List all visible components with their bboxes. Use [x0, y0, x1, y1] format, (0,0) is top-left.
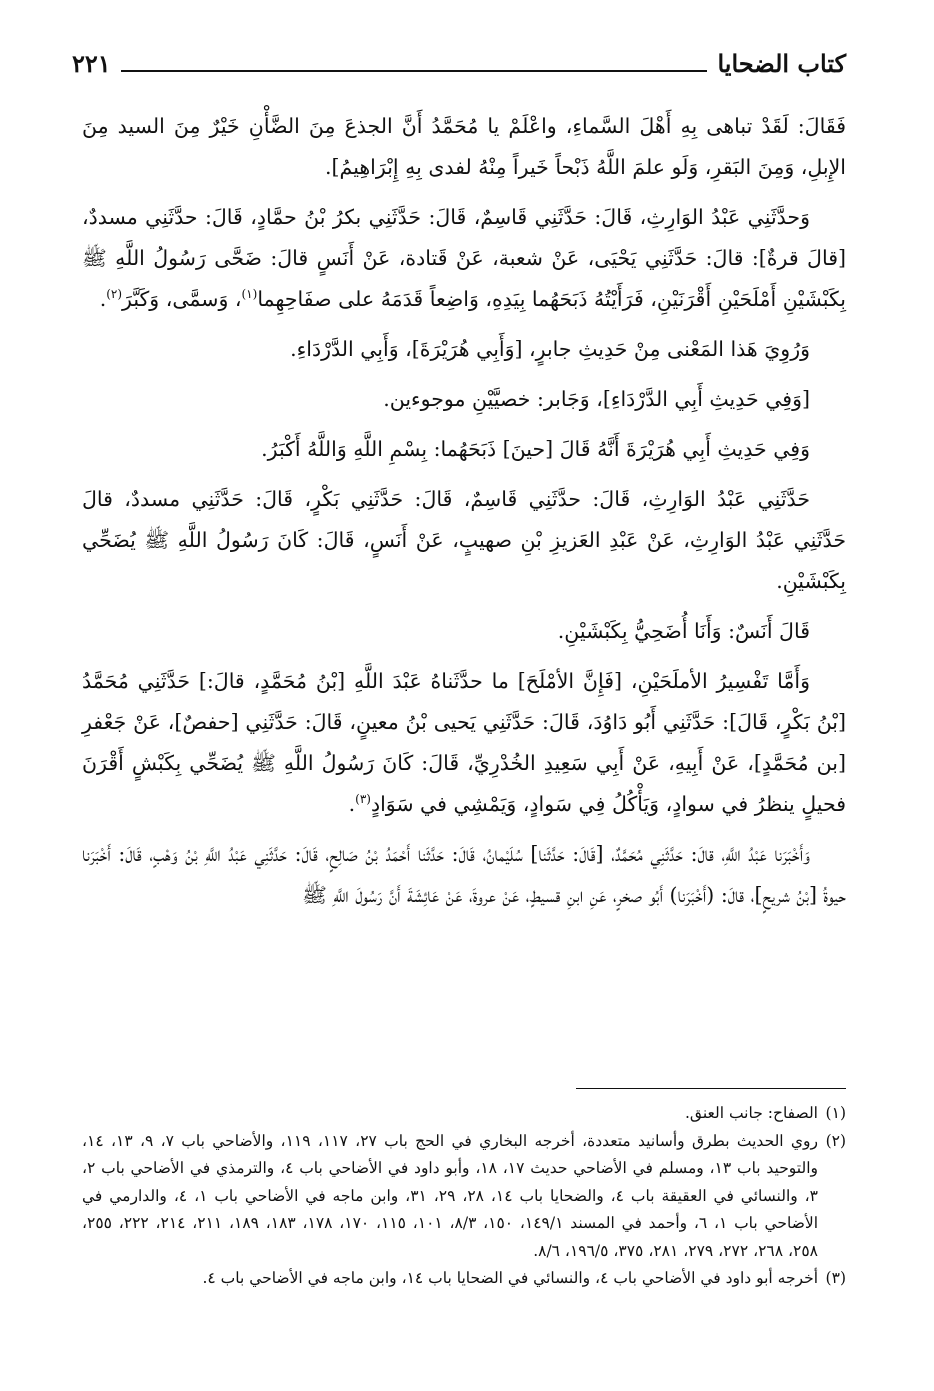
paragraph [82, 379, 846, 420]
paragraph-text: وَحدَّثَنِي عَبْدُ الوَارِثِ، قَالَ: حَدَّثَنِي قَاسِمٌ، قَالَ: حَدَّثَنِي بكرُ بْنُ حمَّادٍ، قَالَ: حدَّثَنِي مسددٌ، [قالَ قرةٌ]: قالَ: حَدَّثَنِي يَحْيَى، عَنْ شعبة، عَنْ قَتادة، عَنْ أَنَسٍ قالَ: ضَحَّى رَسُولُ اللَّهِ ﷺ بِكَبْشَيْنِ أَمْلَحَيْنِ أَقْرَنَيْنِ، فَرَأَيْتُهُ ذَبَحَهُما بِيَدِهِ، وَاضِعاً قَدَمَهُ على صفَاحِهِما [82, 205, 846, 311]
paragraph-text: وَأَمَّا تَفْسِيرُ الأملَحَيْنِ، [فَإِنَّ الأمْلَحَ] ما حدَّثَناهُ عَبْدَ اللَّهِ [بْنُ مُحَمَّدٍ، قالَ:] حَدَّثَنِي مُحَمَّدُ [بْنُ بَكْرٍ، قَالَ]: حَدَّثَنِي أَبُو دَاوُدَ، قَالَ: حَدَّثَنِي يَحيى بْنُ معينٍ، قَالَ: حَدَّثَنِي [حفصٌ]، عَنْ جَعْفرِ [بن مُحَمَّدٍ]، عَنْ أَبِيهِ، عَنْ أَبِي سَعِيدِ الخُدْرِيِّ، قَالَ: كَانَ رَسُولُ اللَّهِ ﷺ يُضَحِّي بِكَبْشٍ أَقْرَنَ فحيلٍ ينظرُ في سوادٍ، وَيَأْكُلُ فِي سَوادٍ، وَيَمْشِي في سَوَادٍ [82, 669, 846, 816]
paragraph-text: [وَفِي حَدِيثِ أَبِي الدَّرْدَاءِ]، وَجَابر: خصيَّيْنِ موجوءين. [383, 387, 810, 411]
paragraph-text: ، وَسمَّى، وَكَبَّرَ [122, 287, 242, 311]
footnote [82, 1128, 846, 1266]
footnote-number: (١) [825, 1104, 846, 1122]
paragraph-text: وَأَخْبَرَنا عَبْدُ اللَّهِ، قالَ: حَدَّثَنِي مُحَمَّدٌ، [قَالَ: حَدَّثَنا] سُلَيْمانُ، قَالَ: حَدَّثَنا أَحْمَدُ بْنُ صَالِحٍ، قَالَ: حَدَّثَنِي عَبْدُ اللَّهِ بْنُ وَهْبٍ، قَالَ: أَخْبَرَنا حيوةُ [بْنُ شريحٍ]، قالَ: (أَخْبَرَنا) أَبُو صخرٍ، عَنِ ابنِ قسيطٍ، عَنْ عروةَ، عَنْ عَائِشَةَ أَنَّ رَسُولَ اللَّهِ ﷺ [82, 842, 846, 907]
paragraph [82, 479, 846, 602]
paragraph [82, 329, 846, 370]
paragraph-text: قَالَ أَنَسٌ: وَأَنَا أُضَحِيُّ بِكَبْشَيْنِ. [557, 619, 810, 643]
footnote-text: الصفاح: جانب العنق. [685, 1104, 818, 1122]
paragraph-text: . [348, 792, 356, 816]
header-rule [121, 70, 708, 72]
paragraph-text: . [99, 287, 107, 311]
paragraph [82, 834, 846, 916]
footnotes [82, 1100, 846, 1293]
footnote-ref: (٢) [106, 287, 123, 302]
footnote-text: أخرجه أبو داود في الأضاحي باب ٤، والنسائي في الضحايا باب ١٤، وابن ماجه في الأضاحي باب ٤. [202, 1269, 818, 1287]
footnote [82, 1265, 846, 1293]
footnote-ref: (٣) [355, 792, 371, 807]
page-number: ٢٢١ [72, 49, 111, 78]
paragraph [82, 661, 846, 825]
footnote-number: (٢) [825, 1131, 847, 1150]
footnote-ref: (١) [241, 287, 258, 302]
main-text [82, 106, 846, 925]
paragraph-text: وَفِي حَدِيثِ أَبِي هُرَيْرَةَ أَنَّهُ قَالَ [حينَ] ذَبَحَهُما: بِسْمِ اللَّهِ وَاللَّهُ أَكْبَرُ. [261, 437, 810, 461]
paragraph-text: فَقَالَ: لَقَدْ تباهى بِهِ أَهْلَ السَّماءِ، واعْلَمْ يا مُحَمَّدُ أَنَّ الجذعَ مِنَ الضَّأْنِ خَيْرٌ مِنَ السيد مِنَ الإِبلِ، وَمِنَ البَقرِ، وَلَو علمَ اللَّهُ ذَبْحاً خَيراً مِنْهُ لفدى بِهِ إِبْرَاهِيمُ]. [82, 114, 846, 179]
paragraph [82, 611, 846, 652]
running-header [72, 36, 846, 76]
footnote-number: (٣) [825, 1269, 846, 1287]
footnote [82, 1100, 846, 1128]
chapter-title: كتاب الضحايا [717, 49, 846, 78]
paragraph [82, 106, 846, 188]
footnote-text: روي الحديث بطرق وأسانيد متعددة، أخرجه البخاري في الحج باب ٢٧، ١١٧، ١١٩، والأضاحي باب ٧، ٩، ١٣، ١٤، والتوحيد باب ١٣، ومسلم في الأضاحي حديث ١٧، ١٨، وأبو داود في الأضاحي باب ٤، والترمذي في الأضاحي باب ٢، ٣، والنسائي في العقيقة باب ٤، والضحايا باب ١٤، ٢٨، ٢٩، ٣١، وابن ماجه في الأضاحي باب ١، ٤، والدارمي في الأضاحي باب ١، ٦، وأحمد في المسند ١٤٩/١، ١٥٠، ٨/٣، ١٠١، ١١٥، ١٧٠، ١٧٨، ١٨٣، ١٨٩، ٢١١، ٢١٤، ٢٢٢، ٢٥٥، ٢٥٨، ٢٦٨، ٢٧٢، ٢٧٩، ٢٨١، ٣٧٥، ١٩٦/٥، ٨/٦. [82, 1131, 819, 1260]
paragraph [82, 429, 846, 470]
footnote-separator [576, 1088, 846, 1089]
paragraph [82, 197, 846, 320]
paragraph-text: حَدَّثَنِي عَبْدُ الوَارِثِ، قَالَ: حدَّثَنِي قَاسِمٌ، قَالَ: حَدَّثَنِي بَكْرٍ، قَالَ: حَدَّثَنِي مسددٌ، قالَ حَدَّثَنِي عَبْدُ الوَارِثِ، عَنْ عَبْدِ العَزيزِ بْنِ صهيبٍ، عَنْ أَنَسٍ، قَالَ: كَانَ رَسُولُ اللَّهِ ﷺ يُضَحِّي بِكَبْشَيْنِ. [82, 487, 846, 593]
paragraph-text: وَرُوِيَ هَذا المَعْنى مِنْ حَدِيثِ جابرٍ، [وَأَبِي هُرَيْرَةَ]، وَأَبِي الدَّرْدَاءِ. [290, 337, 810, 361]
